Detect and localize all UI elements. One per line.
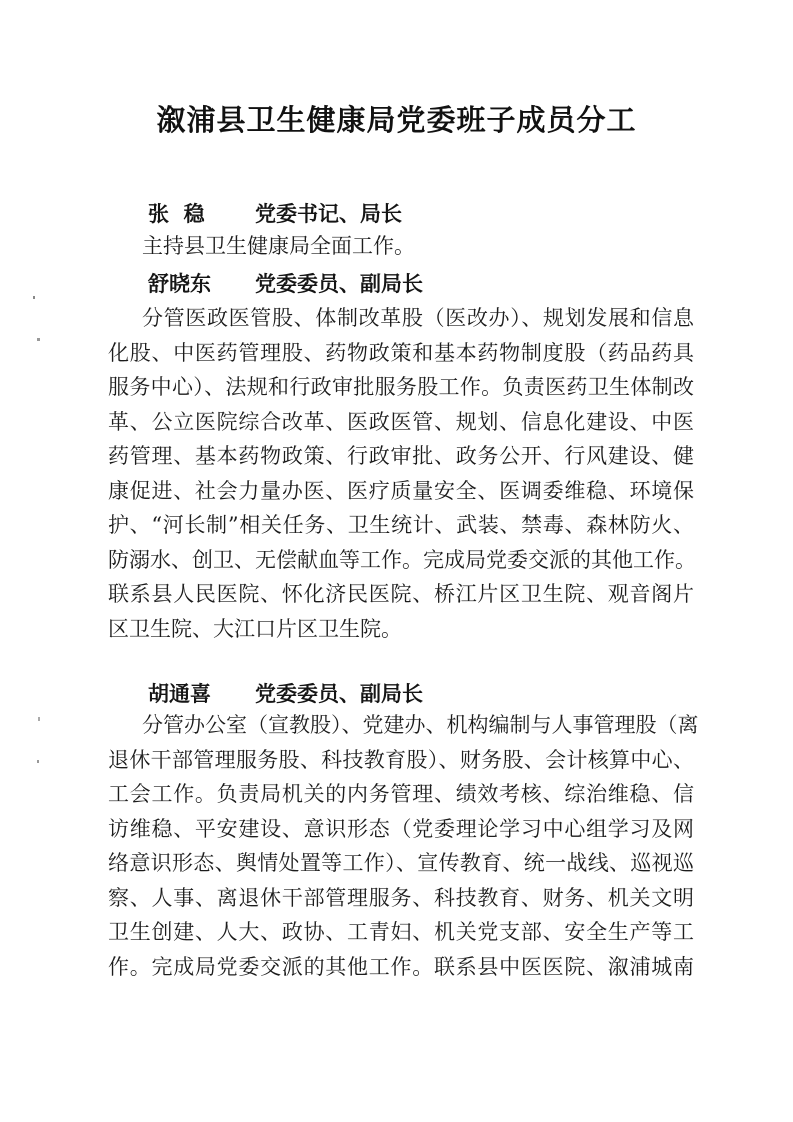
member-position: 党委委员、副局长 — [255, 681, 423, 706]
scan-speck — [38, 717, 40, 721]
scan-speck — [33, 296, 35, 299]
member-position: 党委委员、副局长 — [255, 271, 423, 296]
paragraph-line: 卫生创建、人大、政协、工青妇、机关党支部、安全生产等工 — [108, 920, 694, 944]
paragraph-line: 区卫生院、大江口片区卫生院。 — [108, 616, 402, 641]
paragraph-line: 工会工作。负责局机关的内务管理、绩效考核、综治维稳、信 — [108, 782, 694, 806]
paragraph-line: 作。完成局党委交派的其他工作。联系县中医医院、溆浦城南 — [108, 954, 694, 979]
paragraph-line: 主持县卫生健康局全面工作。 — [142, 234, 415, 258]
paragraph-line: 分管医政医管股、体制改革股（医改办）、规划发展和信息 — [142, 306, 694, 330]
document-title: 溆浦县卫生健康局党委班子成员分工 — [156, 103, 637, 137]
paragraph-line: 察、人事、离退休干部管理服务、科技教育、财务、机关文明 — [108, 885, 694, 910]
member-name: 胡通喜 — [148, 681, 211, 706]
paragraph-line: 访维稳、平安建设、意识形态（党委理论学习中心组学习及网 — [108, 816, 694, 841]
paragraph-line: 康促进、社会力量办医、医疗质量安全、医调委维稳、环境保 — [108, 478, 694, 503]
scan-speck — [37, 760, 39, 763]
paragraph-line: 联系县人民医院、怀化济民医院、桥江片区卫生院、观音阁片 — [108, 582, 694, 606]
paragraph-line: 分管办公室（宣教股）、党建办、机构编制与人事管理股（离 — [142, 713, 699, 737]
paragraph-line: 防溺水、创卫、无偿献血等工作。完成局党委交派的其他工作。 — [108, 547, 696, 572]
scan-speck — [37, 338, 40, 341]
paragraph-line: 药管理、基本药物政策、行政审批、政务公开、行风建设、健 — [108, 444, 694, 468]
paragraph-line: 退休干部管理服务股、科技教育股）、财务股、会计核算中心、 — [108, 747, 694, 772]
paragraph-line: 革、公立医院综合改革、医政医管、规划、信息化建设、中医 — [108, 409, 694, 434]
member-name: 张 稳 — [148, 201, 205, 226]
paragraph-line: 服务中心）、法规和行政审批服务股工作。负责医药卫生体制改 — [108, 375, 694, 399]
paragraph-line: 化股、中医药管理股、药物政策和基本药物制度股（药品药具 — [108, 340, 694, 365]
paragraph-line: 络意识形态、舆情处置等工作）、宣传教育、统一战线、巡视巡 — [108, 851, 694, 875]
member-name: 舒晓东 — [148, 271, 211, 296]
member-position: 党委书记、局长 — [255, 201, 402, 226]
paragraph-line: 护、“河长制”相关任务、卫生统计、武装、禁毒、森林防火、 — [108, 513, 694, 537]
